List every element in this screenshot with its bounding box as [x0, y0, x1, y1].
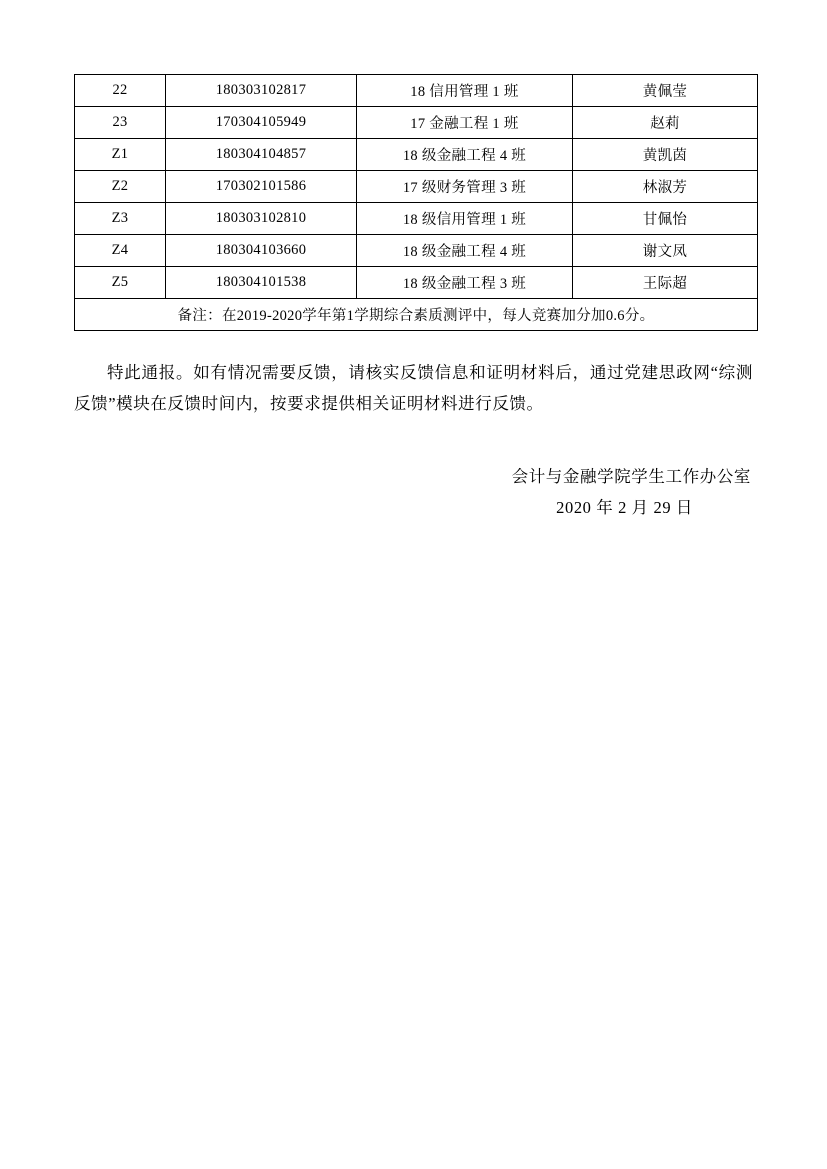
- cell-name: 林淑芳: [573, 171, 758, 203]
- cell-no: Z5: [75, 267, 166, 299]
- cell-class: 18 级信用管理 1 班: [357, 203, 573, 235]
- signature-block: [74, 461, 753, 523]
- cell-name: 黄凯茵: [573, 139, 758, 171]
- cell-no: Z2: [75, 171, 166, 203]
- student-score-table: [74, 74, 758, 331]
- table-row: [75, 267, 758, 299]
- table-row: [75, 75, 758, 107]
- cell-student-id: 180303102817: [166, 75, 357, 107]
- cell-class: 17 金融工程 1 班: [357, 107, 573, 139]
- cell-no: Z1: [75, 139, 166, 171]
- cell-class: 18 级金融工程 4 班: [357, 139, 573, 171]
- cell-no: Z3: [75, 203, 166, 235]
- cell-class: 18 级金融工程 3 班: [357, 267, 573, 299]
- cell-name: 王际超: [573, 267, 758, 299]
- table-row: [75, 235, 758, 267]
- notice-paragraph: 特此通报。如有情况需要反馈，请核实反馈信息和证明材料后，通过党建思政网“综测反馈”模块在反馈时间内，按要求提供相关证明材料进行反馈。: [74, 363, 753, 413]
- signature-date: 2020 年 2 月 29 日: [556, 498, 693, 517]
- cell-no: 23: [75, 107, 166, 139]
- table-body: [75, 75, 758, 331]
- cell-class: 17 级财务管理 3 班: [357, 171, 573, 203]
- cell-student-id: 180304101538: [166, 267, 357, 299]
- table-remark-row: [75, 299, 758, 331]
- cell-student-id: 170302101586: [166, 171, 357, 203]
- cell-student-id: 180304103660: [166, 235, 357, 267]
- document-body: [74, 74, 753, 523]
- table-row: [75, 203, 758, 235]
- cell-name: 谢文凤: [573, 235, 758, 267]
- cell-name: 黄佩莹: [573, 75, 758, 107]
- cell-class: 18 级金融工程 4 班: [357, 235, 573, 267]
- cell-name: 甘佩怡: [573, 203, 758, 235]
- table-row: [75, 139, 758, 171]
- cell-name: 赵莉: [573, 107, 758, 139]
- cell-student-id: 180304104857: [166, 139, 357, 171]
- cell-no: Z4: [75, 235, 166, 267]
- table-remark: 备注：在2019-2020学年第1学期综合素质测评中，每人竞赛加分加0.6分。: [75, 299, 758, 331]
- cell-student-id: 180303102810: [166, 203, 357, 235]
- cell-no: 22: [75, 75, 166, 107]
- table-row: [75, 107, 758, 139]
- table-row: [75, 171, 758, 203]
- cell-student-id: 170304105949: [166, 107, 357, 139]
- cell-class: 18 信用管理 1 班: [357, 75, 573, 107]
- signature-organization: 会计与金融学院学生工作办公室: [511, 467, 751, 486]
